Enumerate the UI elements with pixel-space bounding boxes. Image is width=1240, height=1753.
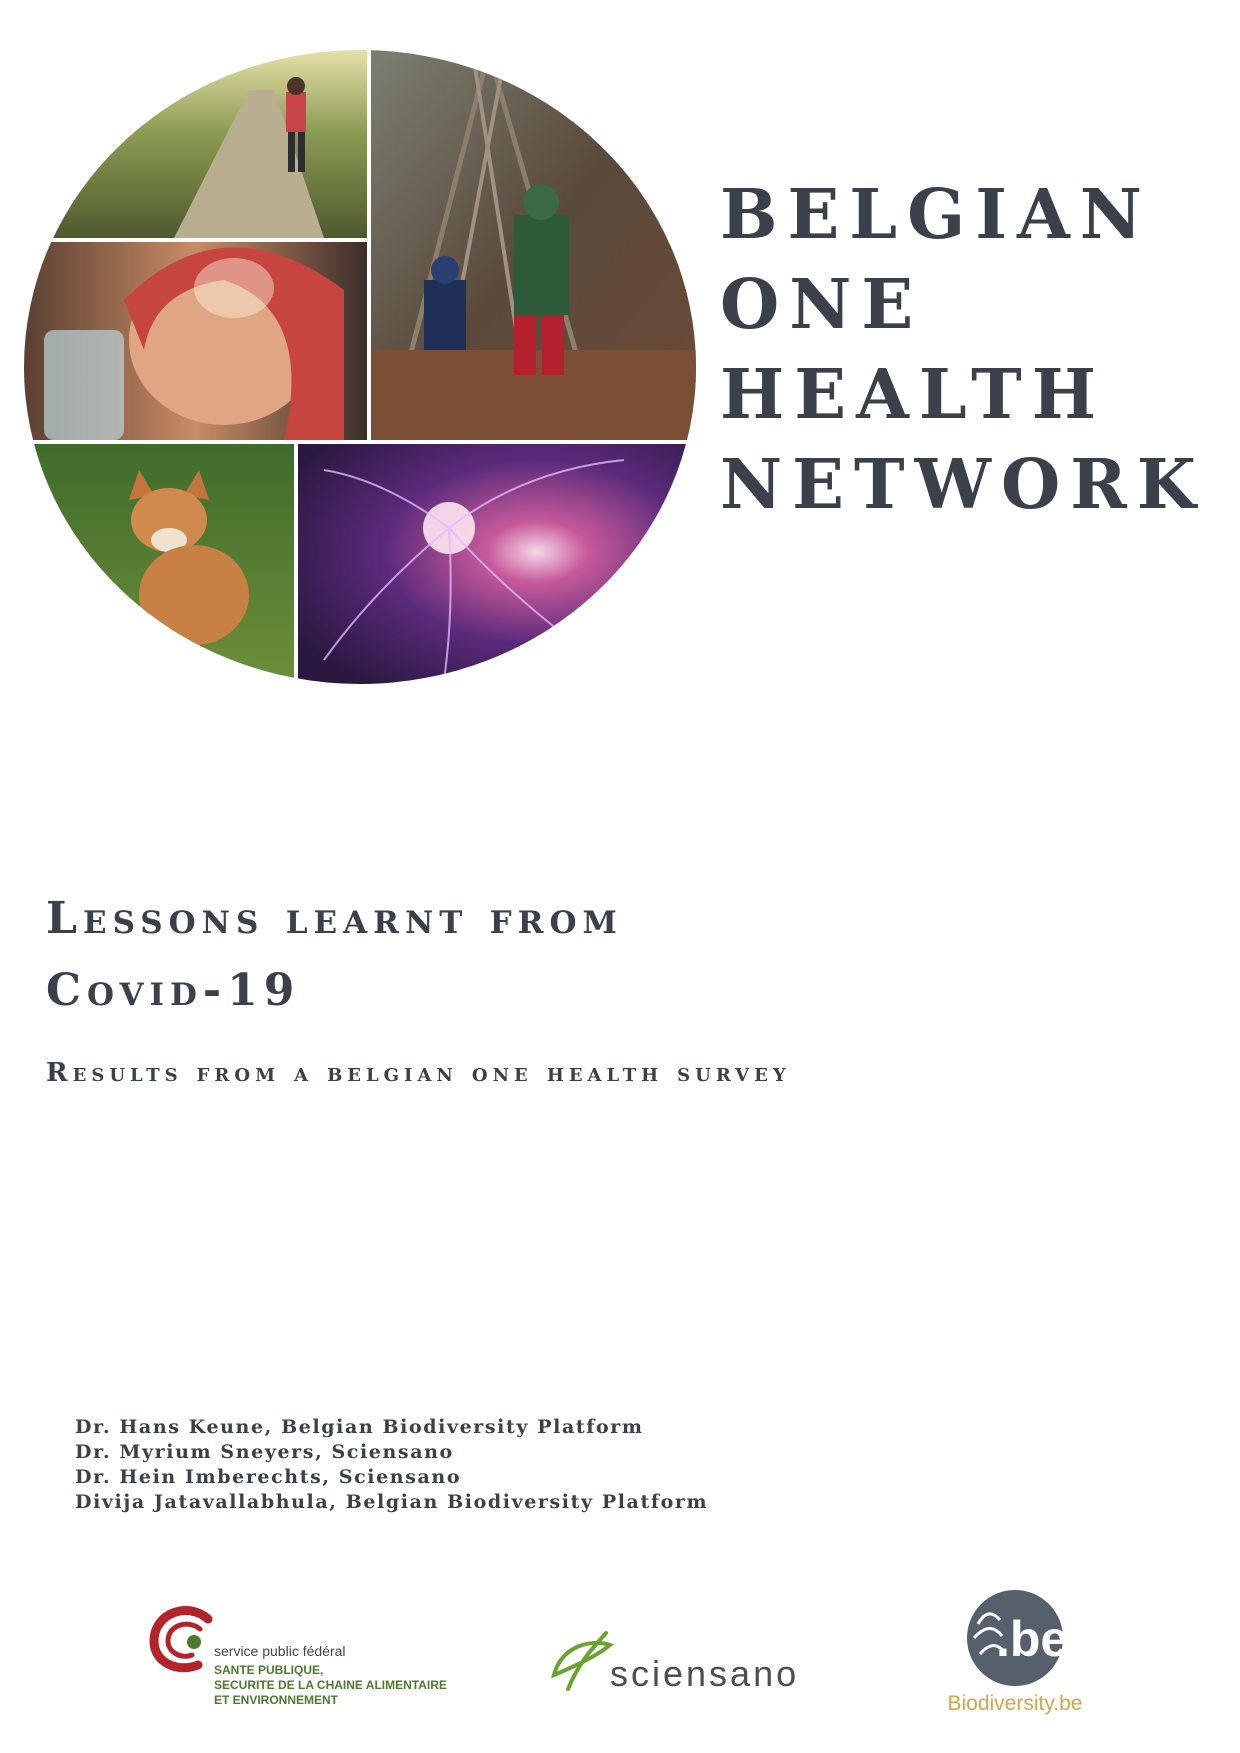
author-entry: Dr. Myrium Sneyers, Sciensano bbox=[75, 1441, 454, 1463]
author-entry: Dr. Hans Keune, Belgian Biodiversity Platform bbox=[75, 1416, 644, 1438]
photo-plasma-ball bbox=[298, 444, 696, 684]
biodiversity-wordmark: Biodiversity.be bbox=[947, 1692, 1083, 1715]
photo-girl-drinking bbox=[24, 242, 367, 440]
network-title bbox=[720, 170, 1220, 530]
spf-line4: ET ENVIRONNEMENT bbox=[214, 1693, 339, 1707]
sciensano-wordmark: sciensano bbox=[610, 1653, 800, 1694]
report-subtitle: Results from a belgian one health survey bbox=[46, 1058, 791, 1088]
sciensano-logo bbox=[548, 1625, 800, 1705]
network-title-line: ONE bbox=[720, 265, 924, 345]
spf-name bbox=[214, 1663, 447, 1708]
report-title-line1: Lessons learnt from bbox=[46, 893, 623, 944]
spf-logo bbox=[148, 1605, 448, 1715]
author-entry: Dr. Hein Imberechts, Sciensano bbox=[75, 1466, 462, 1488]
photo-children-forest bbox=[371, 50, 696, 440]
report-title-line2: Covid-19 bbox=[46, 965, 301, 1016]
spf-swirl-icon bbox=[148, 1605, 218, 1675]
report-title bbox=[46, 883, 1196, 1027]
spf-line3: SECURITE DE LA CHAINE ALIMENTAIRE bbox=[214, 1678, 447, 1692]
author-entry: Divija Jatavallabhula, Belgian Biodiversity Platform bbox=[75, 1491, 709, 1513]
sciensano-leaf-icon bbox=[548, 1625, 618, 1695]
network-title-line: HEALTH bbox=[720, 355, 1106, 435]
network-title-line: BELGIAN bbox=[720, 175, 1152, 255]
author-list bbox=[75, 1415, 1075, 1515]
photo-fox bbox=[24, 444, 294, 684]
cover-photo-collage bbox=[24, 50, 696, 684]
spf-line2: SANTE PUBLIQUE, bbox=[214, 1663, 324, 1677]
biodiversity-mark: .be bbox=[996, 1611, 1069, 1667]
photo-road-walker bbox=[24, 50, 367, 238]
biodiversity-logo bbox=[940, 1590, 1090, 1720]
spf-line1: service public fédéral bbox=[214, 1643, 346, 1659]
network-title-line: NETWORK bbox=[720, 445, 1206, 525]
